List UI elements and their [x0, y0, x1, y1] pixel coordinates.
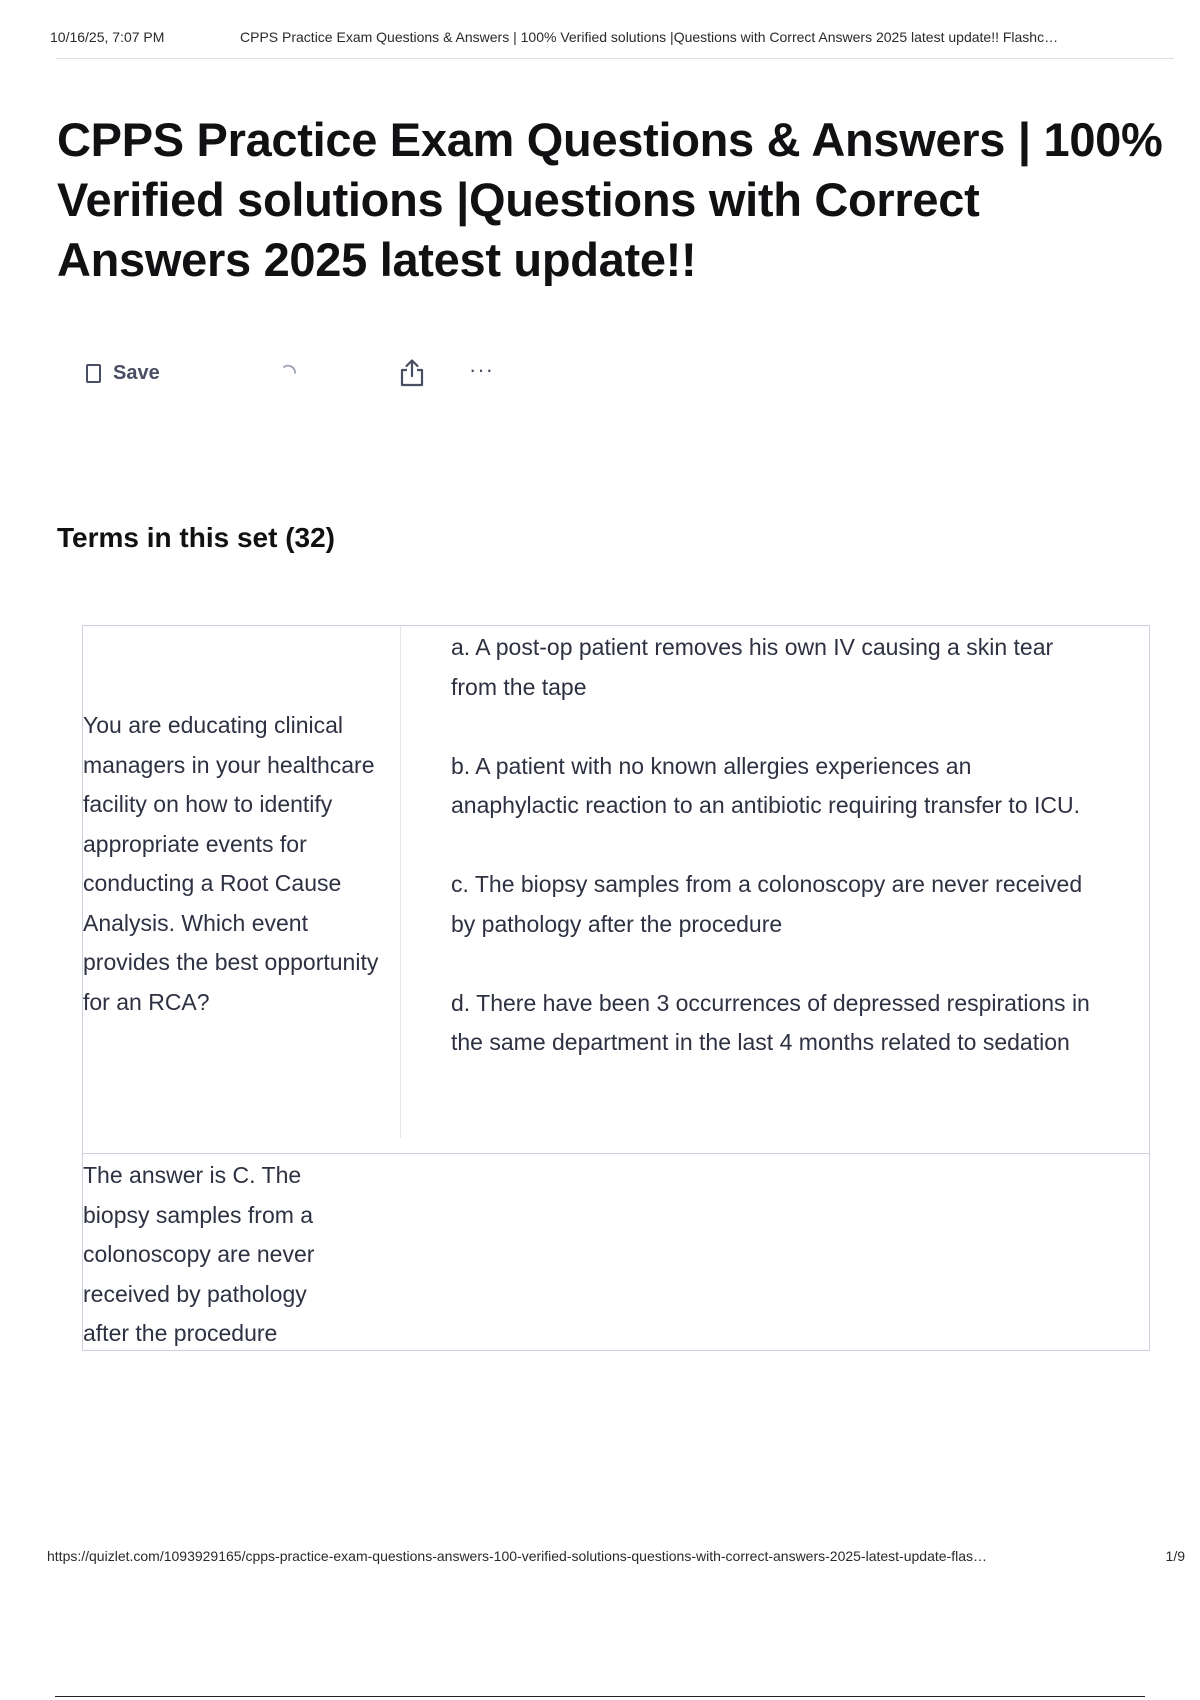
save-button[interactable] — [86, 362, 160, 385]
print-date: 10/16/25, 7:07 PM — [50, 29, 165, 45]
table-row — [83, 1153, 1149, 1350]
terms-table — [82, 625, 1150, 1351]
term-text: You are educating clinical managers in your healthcare facility on how to identify appropriate events for conducting a Root Cause Analysis. Which event provides the best opportunity for an RCA? — [83, 712, 379, 1015]
term-cell — [83, 626, 401, 1138]
save-button-label: Save — [113, 362, 160, 384]
share-icon[interactable] — [398, 358, 426, 388]
definition-option-d: d. There have been 3 occurrences of depressed respirations in the same department in the last 4 months related to sedation — [451, 989, 1090, 1055]
definition-option-b: b. A patient with no known allergies experiences an anaphylactic reaction to an antibiotic requiring transfer to ICU. — [451, 752, 1080, 818]
page-number: 1/9 — [1165, 1548, 1185, 1564]
definition-option-c: c. The biopsy samples from a colonoscopy are never received by pathology after the procedure — [451, 871, 1083, 937]
definition-option-a: a. A post-op patient removes his own IV causing a skin tear from the tape — [451, 634, 1054, 700]
more-icon[interactable]: ··· — [469, 357, 494, 382]
page-bottom-rule — [55, 1696, 1145, 1697]
print-url: https://quizlet.com/1093929165/cpps-practice-exam-questions-answers-100-verified-solutions-questions-with-correct-answers-2025-latest-update-flas… — [47, 1548, 987, 1564]
header-divider — [56, 58, 1174, 59]
table-row — [83, 626, 1149, 1153]
term-text: The answer is C. The biopsy samples from a colonoscopy are never received by pathology after the procedure — [83, 1162, 315, 1346]
set-actions-bar — [86, 357, 526, 392]
page-title: CPPS Practice Exam Questions & Answers | 100% Verified solutions |Questions with Correct Answers 2025 latest update!! — [57, 113, 1163, 286]
terms-heading: Terms in this set (32) — [57, 522, 336, 553]
print-title: CPPS Practice Exam Questions & Answers | 100% Verified solutions |Questions with Correct Answers 2025 latest update!! Flashc… — [240, 29, 1059, 45]
definition-cell — [451, 628, 1091, 1063]
spinner-icon — [280, 364, 298, 382]
bookmark-icon — [86, 364, 101, 383]
